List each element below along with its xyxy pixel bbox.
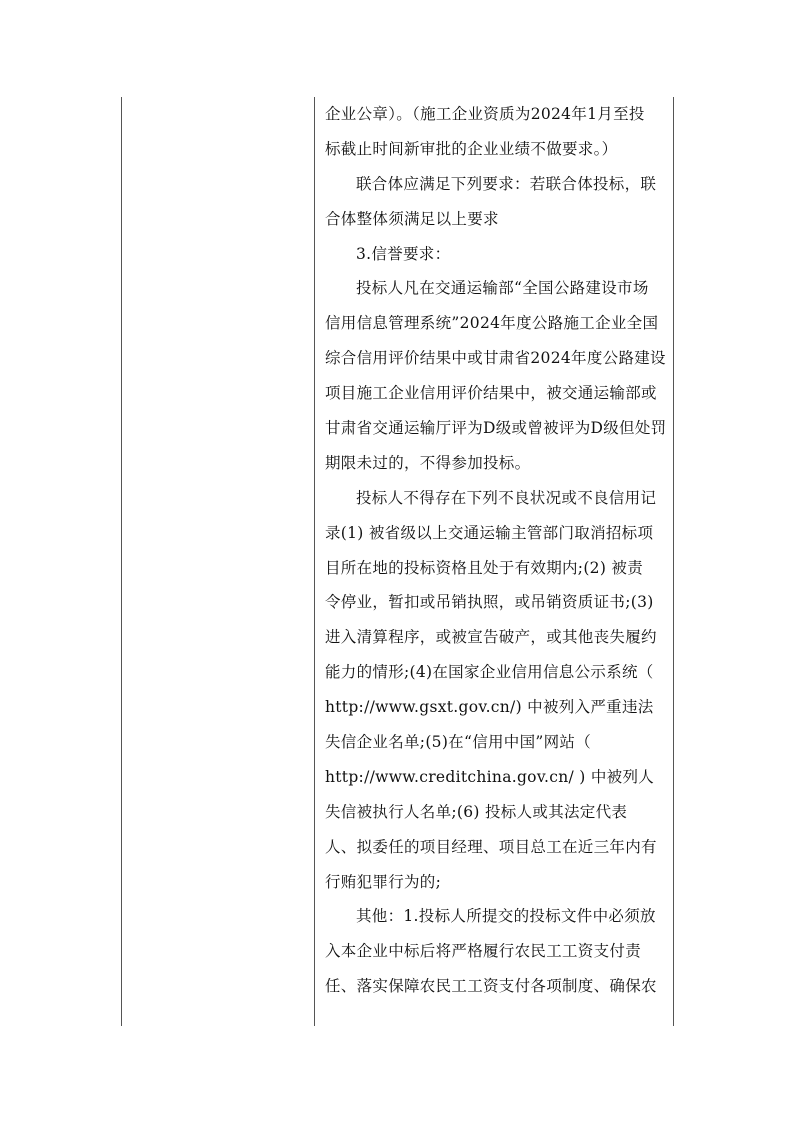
text-line: 录(1) 被省级以上交通运输主管部门取消招标项 [325,523,654,542]
text-line: 甘肃省交通运输厅评为D级或曾被评为D级但处罚 [325,419,667,438]
table-border-middle [314,97,315,1026]
text-line: 行贿犯罪行为的; [325,872,442,891]
text-line: 信用信息管理系统”2024年度公路施工企业全国 [325,314,659,333]
text-line: 令停业，暂扣或吊销执照，或吊销资质证书;(3) [325,593,654,612]
text-line: 联合体应满足下列要求：若联合体投标，联 [356,174,657,193]
text-line: 投标人凡在交通运输部“全国公路建设市场 [356,279,649,298]
text-line: http://www.gsxt.gov.cn/) 中被列入严重违法 [325,698,654,717]
requirements-text-cell [325,97,667,1004]
text-line: 进入清算程序，或被宣告破产，或其他丧失履约 [325,628,657,647]
text-line: 入本企业中标后将严格履行农民工工资支付责 [325,942,642,961]
text-line: 企业公章）。（施工企业资质为2024年1月至投 [325,105,645,123]
text-line: 人、拟委任的项目经理、项目总工在近三年内有 [325,837,657,856]
text-line: 3.信誉要求： [356,244,451,263]
text-line: 其他：1.投标人所提交的投标文件中必须放 [356,907,656,926]
table-border-right [673,97,674,1026]
text-line: 期限未过的，不得参加投标。 [325,453,531,472]
text-line: 项目施工企业信用评价结果中，被交通运输部或 [325,384,657,403]
text-line: http://www.creditchina.gov.cn/ ) 中被列人 [325,767,655,786]
table-border-left [121,97,122,1026]
text-line: 标截止时间新审批的企业业绩不做要求。） [325,139,618,158]
text-line: 合体整体须满足以上要求 [325,209,499,228]
text-line: 投标人不得存在下列不良状况或不良信用记 [356,488,657,507]
text-line: 目所在地的投标资格且处于有效期内;(2) 被责 [325,558,644,577]
text-line: 失信企业名单;(5)在“信用中国”网站（ [325,733,592,752]
text-line: 能力的情形;(4)在国家企业信用信息公示系统（ [325,663,654,682]
text-line: 失信被执行人名单;(6) 投标人或其法定代表 [325,802,628,821]
text-line: 任、落实保障农民工工资支付各项制度、确保农 [325,977,657,996]
text-line: 综合信用评价结果中或甘肃省2024年度公路建设 [325,349,666,368]
